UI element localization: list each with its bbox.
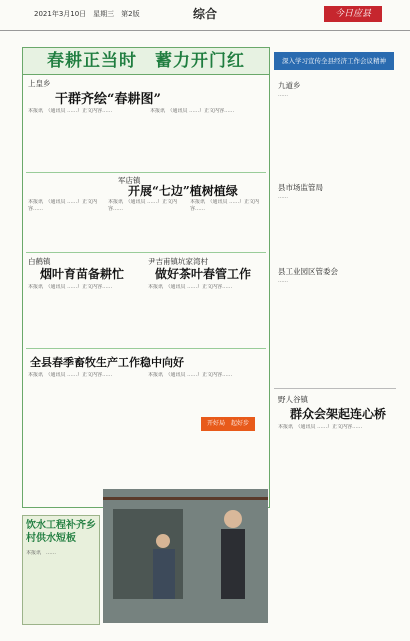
divider <box>274 388 396 389</box>
article-body: 本报讯 （通讯员 ……）正文内容…… <box>148 284 233 290</box>
divider <box>26 172 266 173</box>
page-header <box>0 0 410 31</box>
article-body: …… <box>278 194 288 200</box>
divider <box>26 252 266 253</box>
article-headline: 干群齐绘“春耕图” <box>55 92 161 107</box>
issue-date: 2021年3月10日 星期三 第2版 <box>34 10 140 18</box>
section-banner: 深入学习宣传全县经济工作会议精神 <box>274 52 394 70</box>
article-body: 本报讯 （通讯员 ……）正文内容…… <box>278 424 363 430</box>
article-label: 县工业园区管委会 <box>278 267 338 276</box>
article-headline: 烟叶育苗备耕忙 <box>40 267 125 281</box>
news-photo-image <box>103 489 268 623</box>
article-body: 本报讯 （通讯员 ……）正文内容…… <box>108 199 178 212</box>
article-headline: 全县春季畜牧生产工作稳中向好 <box>30 356 184 369</box>
article-headline: 做好茶叶春管工作 <box>155 267 252 281</box>
article-body: 本报讯 （通讯员 ……）正文内容…… <box>148 372 233 378</box>
feature-banner <box>22 47 270 75</box>
article-body: …… <box>278 278 288 284</box>
article-headline: 群众会架起连心桥 <box>290 407 387 421</box>
article-label: 白鹤镇 <box>28 257 51 266</box>
article-body: 本报讯 （通讯员 ……）正文内容…… <box>28 284 113 290</box>
article-label: 军店镇 <box>118 176 141 185</box>
feature-banner-title: 春耕正当时 蓄力开门红 <box>47 51 245 71</box>
article-label: 县市场监管局 <box>278 183 323 192</box>
article-label: 上皇乡 <box>28 79 51 88</box>
article-body: 本报讯 （通讯员 ……）正文内容…… <box>150 108 235 114</box>
article-label: 九道乡 <box>278 81 301 90</box>
divider <box>26 348 266 349</box>
article-body: 本报讯 （通讯员 ……）正文内容…… <box>28 199 98 212</box>
article-label: 尹吉甫镇坑家湾村 <box>148 257 208 266</box>
article-headline: 饮水工程补齐乡村供水短板 <box>26 520 96 544</box>
article-body: 本报讯 （通讯员 ……）正文内容…… <box>28 372 113 378</box>
section-title: 综合 <box>192 7 217 21</box>
article-body: 本报讯 …… <box>26 550 57 556</box>
article-label: 野人谷镇 <box>278 395 308 404</box>
news-photo <box>103 489 268 623</box>
newspaper-logo: 今日应县 <box>324 6 382 22</box>
article-body: …… <box>278 92 288 98</box>
article-body: 本报讯 （通讯员 ……）正文内容…… <box>190 199 260 212</box>
article-body: 本报讯 （通讯员 ……）正文内容…… <box>28 108 113 114</box>
slogan-card: 开好局 起好步 <box>201 417 255 431</box>
article-headline: 开展“七边”植树植绿 <box>128 184 238 198</box>
